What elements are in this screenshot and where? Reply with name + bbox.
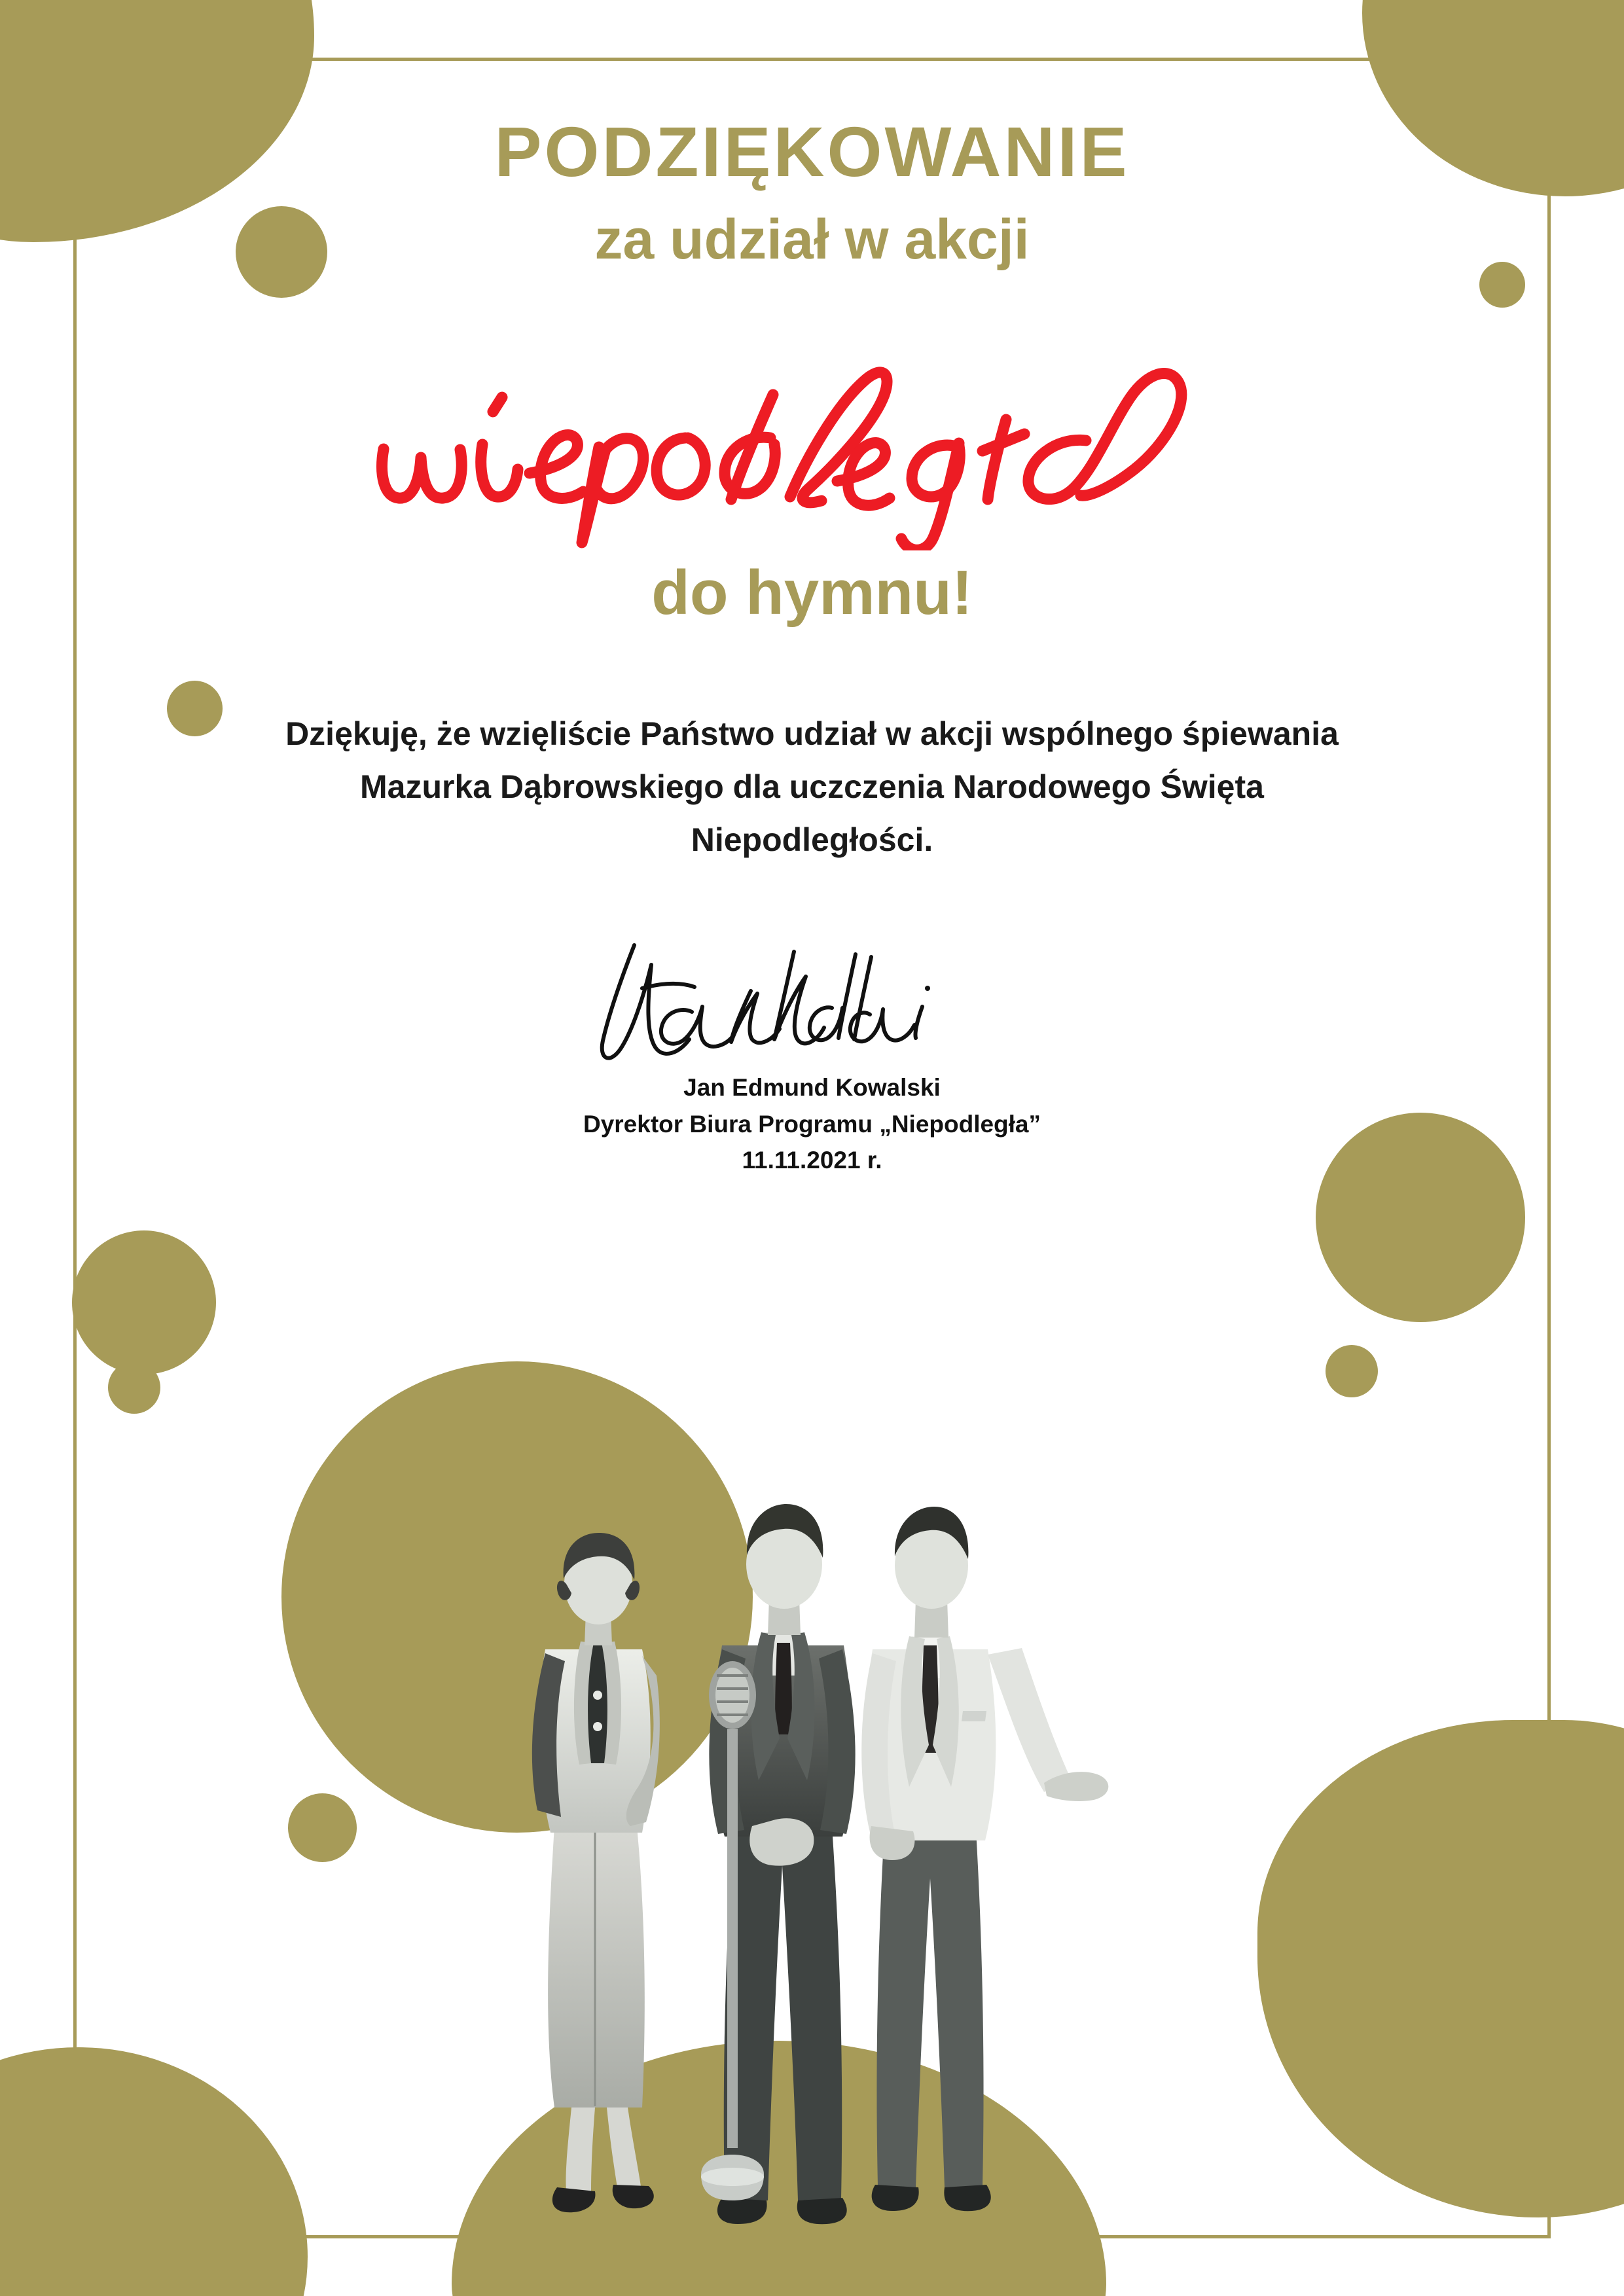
thank-you-body-text: Dziękuję, że wzięliście Państwo udział w akcji wspólnego śpiewania Mazurka Dąbrowskiego dla uczczenia Narodowego Święta Niepodległości. — [285, 715, 1339, 859]
page-title: PODZIĘKOWANIE — [494, 112, 1130, 191]
decorative-dot — [1326, 1345, 1378, 1397]
decorative-blob-bottom-right — [1257, 1720, 1624, 2217]
signature-block — [0, 867, 1624, 1179]
decorative-dot — [108, 1361, 160, 1414]
signatory-role: Dyrektor Biura Programu „Niepodległa” — [583, 1110, 1041, 1138]
signature-date: 11.11.2021 r. — [742, 1147, 882, 1174]
decorative-dot — [288, 1793, 357, 1862]
action-tagline: do hymnu! — [651, 558, 973, 628]
singers-photograph — [426, 1368, 1199, 2258]
niepodlegla-logo — [0, 334, 1624, 550]
signatory-name: Jan Edmund Kowalski — [683, 1074, 941, 1102]
page-subtitle: za udział w akcji — [594, 208, 1030, 272]
decorative-circle-small — [72, 1230, 216, 1374]
decorative-blob-bottom-left — [0, 2047, 308, 2296]
handwritten-signature-icon — [0, 925, 1624, 1076]
